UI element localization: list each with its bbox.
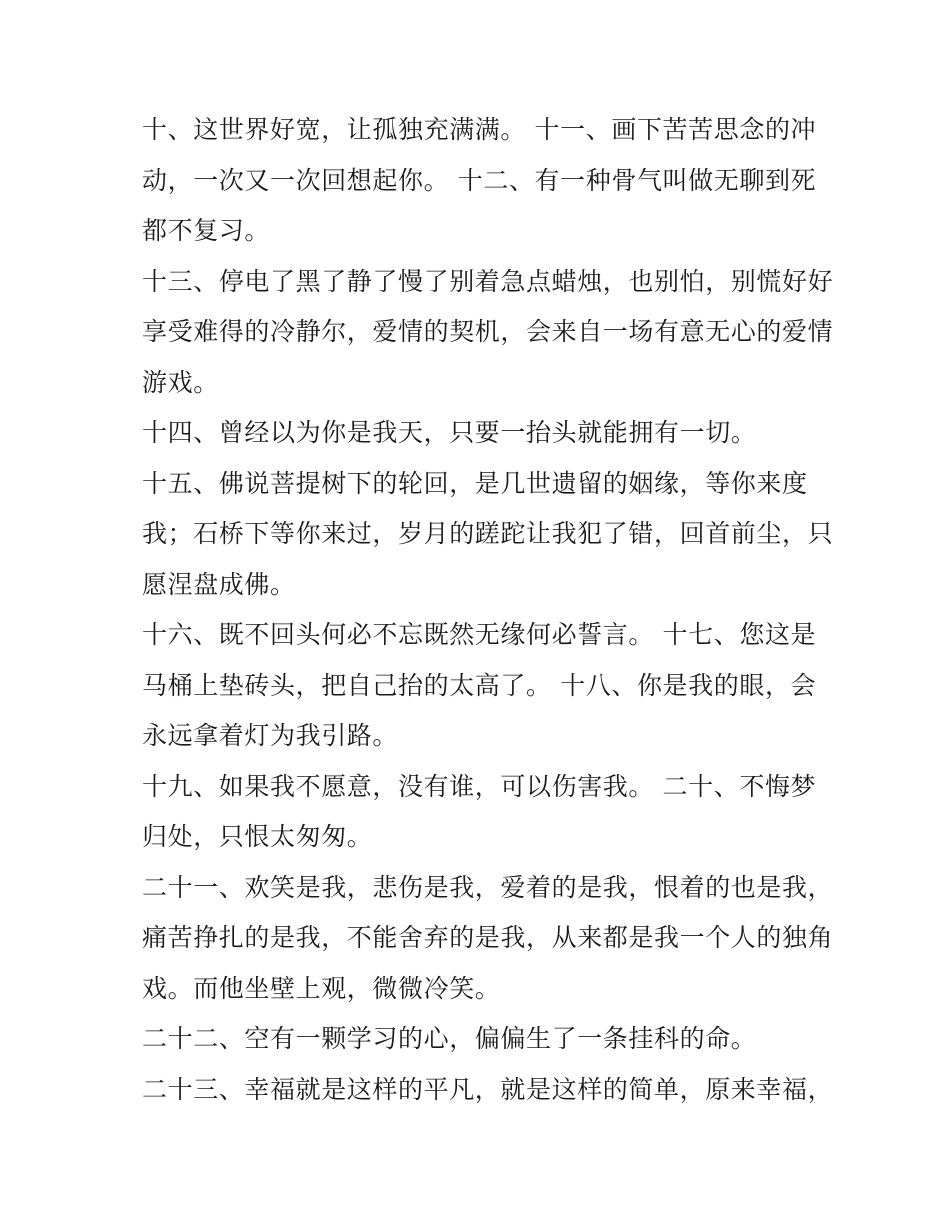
text-line: 十五、佛说菩提树下的轮回，是几世遗留的姻缘，等你来度: [142, 468, 808, 498]
text-line: 二十二、空有一颗学习的心，偏偏生了一条挂科的命。: [142, 1024, 757, 1053]
paragraph: [142, 863, 834, 1015]
text-line: 享受难得的冷静尔，爱情的契机，会来自一场有意无心的爱情: [142, 317, 834, 346]
text-line: 动，一次又一次回想起你。 十二、有一种骨气叫做无聊到死: [142, 165, 817, 195]
text-line: 十、这世界好宽，让孤独充满满。 十一、画下苦苦思念的冲: [142, 115, 817, 144]
text-line: 十四、曾经以为你是我天，只要一抬头就能拥有一切。: [142, 418, 757, 447]
paragraph: [142, 459, 834, 611]
text-line: 我；石桥下等你来过，岁月的蹉跎让我犯了错，回首前尘，只: [142, 519, 834, 548]
text-line: 愿涅盘成佛。: [142, 569, 296, 599]
paragraph: [142, 1065, 834, 1116]
paragraph: [142, 1014, 822, 1065]
text-line: 十九、如果我不愿意，没有谁，可以伤害我。 二十、不悔梦: [142, 771, 817, 801]
document-body: [142, 105, 834, 1115]
text-line: 游戏。: [142, 367, 219, 397]
text-line: 二十一、欢笑是我，悲伤是我，爱着的是我，恨着的也是我，: [142, 872, 834, 902]
text-line: 十六、既不回头何必不忘既然无缘何必誓言。 十七、您这是: [142, 620, 817, 649]
text-line: 归处，只恨太匆匆。: [142, 822, 373, 851]
paragraph: [142, 408, 822, 459]
paragraph: [142, 105, 822, 257]
paragraph: [142, 257, 834, 409]
text-line: 马桶上垫砖头，把自己抬的太高了。 十八、你是我的眼，会: [142, 670, 817, 700]
paragraph: [142, 610, 822, 762]
text-line: 戏。而他坐壁上观，微微冷笑。: [142, 973, 501, 1003]
text-line: 二十三、幸福就是这样的平凡，就是这样的简单，原来幸福，: [142, 1074, 834, 1104]
text-line: 都不复习。: [142, 216, 271, 245]
text-line: 十三、停电了黑了静了慢了别着急点蜡烛，也别怕，别慌好好: [142, 266, 834, 296]
paragraph: [142, 762, 822, 863]
text-line: 痛苦挣扎的是我，不能舍弃的是我，从来都是我一个人的独角: [142, 923, 834, 952]
text-line: 永远拿着灯为我引路。: [142, 721, 399, 750]
